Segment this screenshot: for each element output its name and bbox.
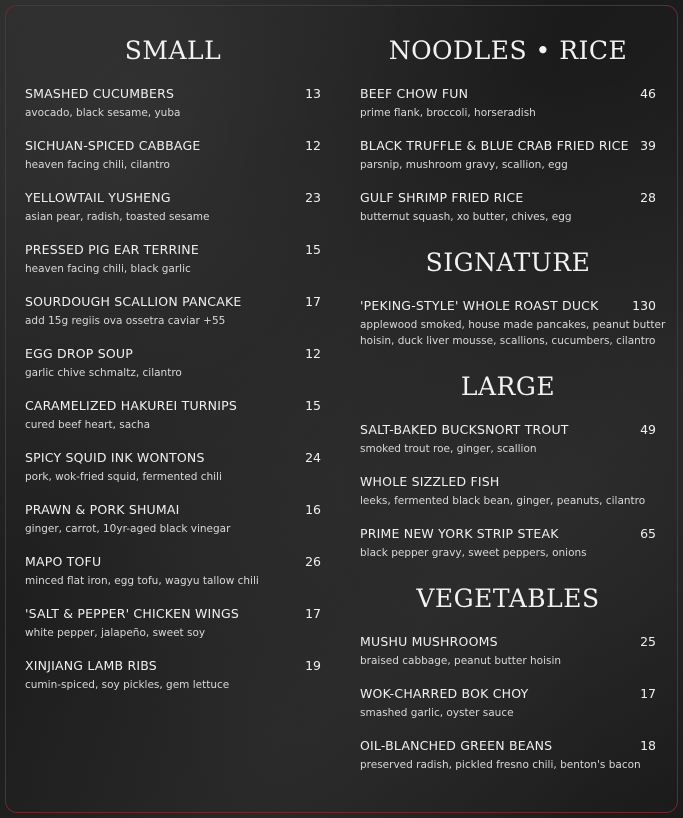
section-title-noodles-rice: NOODLES • RICE bbox=[388, 36, 628, 65]
menu-item bbox=[25, 190, 321, 225]
section-title-small: SMALL bbox=[124, 36, 222, 65]
item-price: 17 bbox=[305, 606, 321, 621]
menu-item bbox=[360, 298, 666, 349]
menu-item bbox=[25, 346, 321, 381]
item-description: smoked trout roe, ginger, scallion bbox=[360, 443, 537, 455]
item-name: MAPO TOFU bbox=[25, 554, 102, 569]
menu-item bbox=[360, 422, 656, 457]
item-name: OIL-BLANCHED GREEN BEANS bbox=[360, 738, 553, 753]
item-price: 65 bbox=[640, 526, 656, 541]
menu-item bbox=[360, 738, 656, 773]
menu-item bbox=[25, 242, 321, 277]
item-name: PRESSED PIG EAR TERRINE bbox=[25, 242, 199, 257]
menu-item bbox=[360, 190, 656, 225]
item-description: asian pear, radish, toasted sesame bbox=[25, 211, 210, 223]
item-name: WOK-CHARRED BOK CHOY bbox=[360, 686, 529, 701]
item-description: butternut squash, xo butter, chives, egg bbox=[360, 211, 572, 223]
menu-item bbox=[25, 658, 321, 693]
item-name: WHOLE SIZZLED FISH bbox=[360, 474, 500, 489]
item-description: garlic chive schmaltz, cilantro bbox=[25, 367, 182, 379]
item-name: BLACK TRUFFLE & BLUE CRAB FRIED RICE bbox=[360, 138, 629, 153]
menu-item bbox=[360, 634, 656, 669]
item-name: SMASHED CUCUMBERS bbox=[25, 86, 175, 101]
item-name: YELLOWTAIL YUSHENG bbox=[25, 190, 171, 205]
menu-item bbox=[360, 526, 656, 561]
item-price: 23 bbox=[305, 190, 321, 205]
item-name: PRAWN & PORK SHUMAI bbox=[25, 502, 180, 517]
item-name: BEEF CHOW FUN bbox=[360, 86, 469, 101]
menu-item bbox=[25, 606, 321, 641]
menu-item bbox=[360, 686, 656, 721]
item-price: 39 bbox=[640, 138, 656, 153]
item-description: cured beef heart, sacha bbox=[25, 419, 151, 431]
item-price: 15 bbox=[305, 242, 321, 257]
item-price: 26 bbox=[305, 554, 321, 569]
item-description: leeks, fermented black bean, ginger, peanuts, cilantro bbox=[360, 495, 646, 507]
item-description: heaven facing chili, cilantro bbox=[25, 159, 170, 171]
item-name: CARAMELIZED HAKUREI TURNIPS bbox=[25, 398, 237, 413]
item-price: 24 bbox=[305, 450, 321, 465]
item-description: heaven facing chili, black garlic bbox=[25, 263, 191, 275]
item-price: 19 bbox=[305, 658, 321, 673]
item-description: white pepper, jalapeño, sweet soy bbox=[25, 627, 206, 639]
item-price: 16 bbox=[305, 502, 321, 517]
item-price: 17 bbox=[305, 294, 321, 309]
item-price: 13 bbox=[305, 86, 321, 101]
item-price: 46 bbox=[640, 86, 656, 101]
item-price: 49 bbox=[640, 422, 656, 437]
item-price: 130 bbox=[632, 298, 656, 313]
item-description: smashed garlic, oyster sauce bbox=[360, 707, 514, 719]
section-title-large: LARGE bbox=[460, 372, 556, 401]
item-description: prime flank, broccoli, horseradish bbox=[360, 107, 536, 119]
item-price: 15 bbox=[305, 398, 321, 413]
item-name: EGG DROP SOUP bbox=[25, 346, 133, 361]
item-description: cumin-spiced, soy pickles, gem lettuce bbox=[25, 679, 230, 691]
item-description: avocado, black sesame, yuba bbox=[25, 107, 181, 119]
item-description: hoisin, duck liver mousse, scallions, cucumbers, cilantro bbox=[360, 335, 656, 347]
menu-item bbox=[360, 474, 656, 509]
item-price: 28 bbox=[640, 190, 656, 205]
section-title-vegetables: VEGETABLES bbox=[416, 584, 600, 613]
item-name: SOURDOUGH SCALLION PANCAKE bbox=[25, 294, 242, 309]
menu-item bbox=[360, 138, 656, 173]
menu-item bbox=[25, 450, 321, 485]
item-description: ginger, carrot, 10yr-aged black vinegar bbox=[25, 523, 231, 535]
item-description: minced flat iron, egg tofu, wagyu tallow chili bbox=[25, 575, 259, 587]
item-price: 12 bbox=[305, 138, 321, 153]
menu-item bbox=[25, 86, 321, 121]
item-price: 25 bbox=[640, 634, 656, 649]
section-title-signature: SIGNATURE bbox=[425, 248, 591, 277]
item-price: 17 bbox=[640, 686, 656, 701]
item-name: SICHUAN-SPICED CABBAGE bbox=[25, 138, 201, 153]
menu-item bbox=[25, 502, 321, 537]
item-name: MUSHU MUSHROOMS bbox=[360, 634, 498, 649]
item-name: SPICY SQUID INK WONTONS bbox=[25, 450, 205, 465]
item-description: parsnip, mushroom gravy, scallion, egg bbox=[360, 159, 568, 171]
menu-item bbox=[25, 554, 321, 589]
item-name: GULF SHRIMP FRIED RICE bbox=[360, 190, 524, 205]
menu-item bbox=[25, 294, 321, 329]
item-name: XINJIANG LAMB RIBS bbox=[25, 658, 157, 673]
item-name: 'PEKING-STYLE' WHOLE ROAST DUCK bbox=[360, 298, 599, 313]
item-price: 12 bbox=[305, 346, 321, 361]
item-name: PRIME NEW YORK STRIP STEAK bbox=[360, 526, 559, 541]
item-description: pork, wok-fried squid, fermented chili bbox=[25, 471, 222, 483]
item-description: preserved radish, pickled fresno chili, benton's bacon bbox=[360, 759, 641, 771]
menu-item bbox=[25, 398, 321, 433]
item-name: 'SALT & PEPPER' CHICKEN WINGS bbox=[25, 606, 240, 621]
item-name: SALT-BAKED BUCKSNORT TROUT bbox=[360, 422, 569, 437]
item-description: applewood smoked, house made pancakes, peanut butter bbox=[360, 319, 666, 331]
item-description: black pepper gravy, sweet peppers, onions bbox=[360, 547, 587, 559]
item-price: 18 bbox=[640, 738, 656, 753]
item-description: braised cabbage, peanut butter hoisin bbox=[360, 655, 562, 667]
menu-item bbox=[360, 86, 656, 121]
menu-item bbox=[25, 138, 321, 173]
item-description: add 15g regiis ova ossetra caviar +55 bbox=[25, 315, 226, 327]
